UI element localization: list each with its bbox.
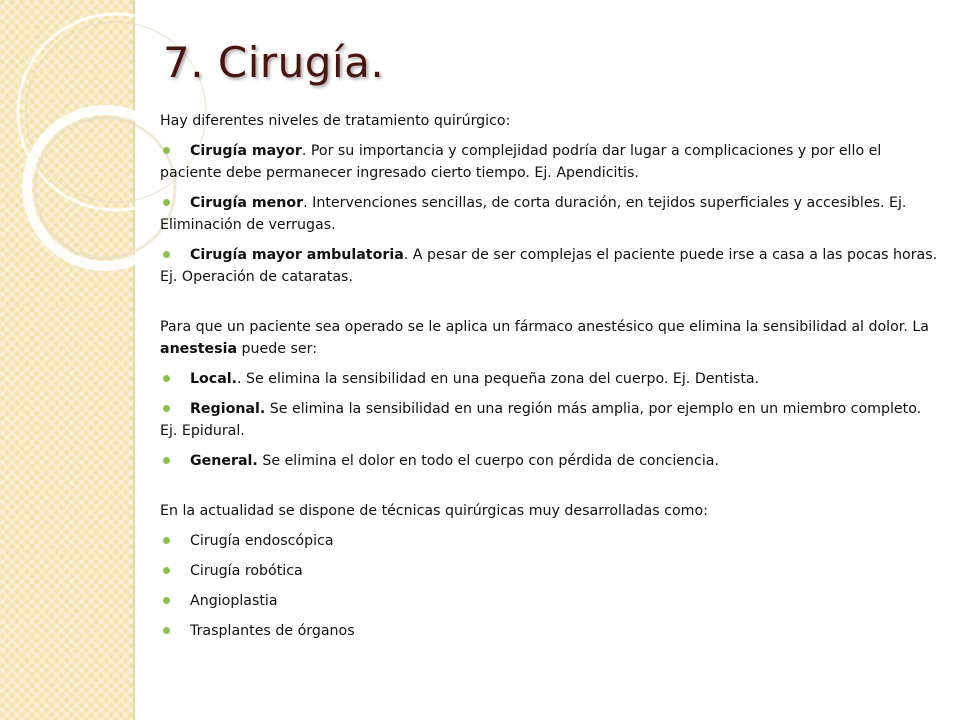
list-item-technique: Trasplantes de órganos xyxy=(160,620,940,642)
level-text: . A pesar de ser complejas el paciente puede irse a casa a las pocas horas. Ej. Operación de cataratas. xyxy=(160,247,938,285)
list-item-technique: Cirugía robótica xyxy=(160,560,940,582)
bullet-icon xyxy=(163,375,170,382)
list-item-level xyxy=(160,244,940,288)
level-text: . Por su importancia y complejidad podría dar lugar a complicaciones y por ello el paciente debe permanecer ingresado cierto tiempo. Ej. Apendicitis. xyxy=(160,143,882,181)
bullet-icon xyxy=(163,251,170,258)
bullet-icon xyxy=(163,537,170,544)
techniques-intro: En la actualidad se dispone de técnicas quirúrgicas muy desarrolladas como: xyxy=(160,503,708,519)
list-item-anesthesia xyxy=(160,368,940,390)
page-title: 7. Cirugía. xyxy=(163,38,385,87)
anesthesia-type-term: Regional. xyxy=(190,401,266,417)
anesthesia-type-text: Se elimina el dolor en todo el cuerpo con pérdida de conciencia. xyxy=(257,453,719,469)
level-term: Cirugía menor xyxy=(190,195,304,211)
anesthesia-type-term: Local. xyxy=(190,371,238,387)
anesthesia-type-text: Se elimina la sensibilidad en una región más amplia, por ejemplo en un miembro completo. Ej. Epidural. xyxy=(160,401,922,439)
bullet-icon xyxy=(163,199,170,206)
list-item-level xyxy=(160,140,940,184)
list-item-technique: Cirugía endoscópica xyxy=(160,530,940,552)
bullet-icon xyxy=(163,147,170,154)
list-item-anesthesia xyxy=(160,450,940,472)
bullet-icon xyxy=(163,457,170,464)
slide-content xyxy=(160,110,940,642)
list-item-anesthesia xyxy=(160,398,940,442)
level-text: . Intervenciones sencillas, de corta duración, en tejidos superficiales y accesibles. Ej. Eliminación de verrugas. xyxy=(160,195,907,233)
bullet-icon xyxy=(163,627,170,634)
anesthesia-intro: Para que un paciente sea operado se le aplica un fármaco anestésico que elimina la sensibilidad al dolor. La anestesia puede ser: xyxy=(160,319,929,357)
anesthesia-term: anestesia xyxy=(160,341,238,357)
bullet-icon xyxy=(163,597,170,604)
bullet-icon xyxy=(163,567,170,574)
intro-text: Hay diferentes niveles de tratamiento quirúrgico: xyxy=(160,113,511,129)
anesthesia-type-term: General. xyxy=(190,453,258,469)
level-term: Cirugía mayor ambulatoria xyxy=(190,247,404,263)
level-term: Cirugía mayor xyxy=(190,143,302,159)
bullet-icon xyxy=(163,405,170,412)
anesthesia-type-text: . Se elimina la sensibilidad en una pequeña zona del cuerpo. Ej. Dentista. xyxy=(237,371,760,387)
list-item-level xyxy=(160,192,940,236)
list-item-technique: Angioplastia xyxy=(160,590,940,612)
